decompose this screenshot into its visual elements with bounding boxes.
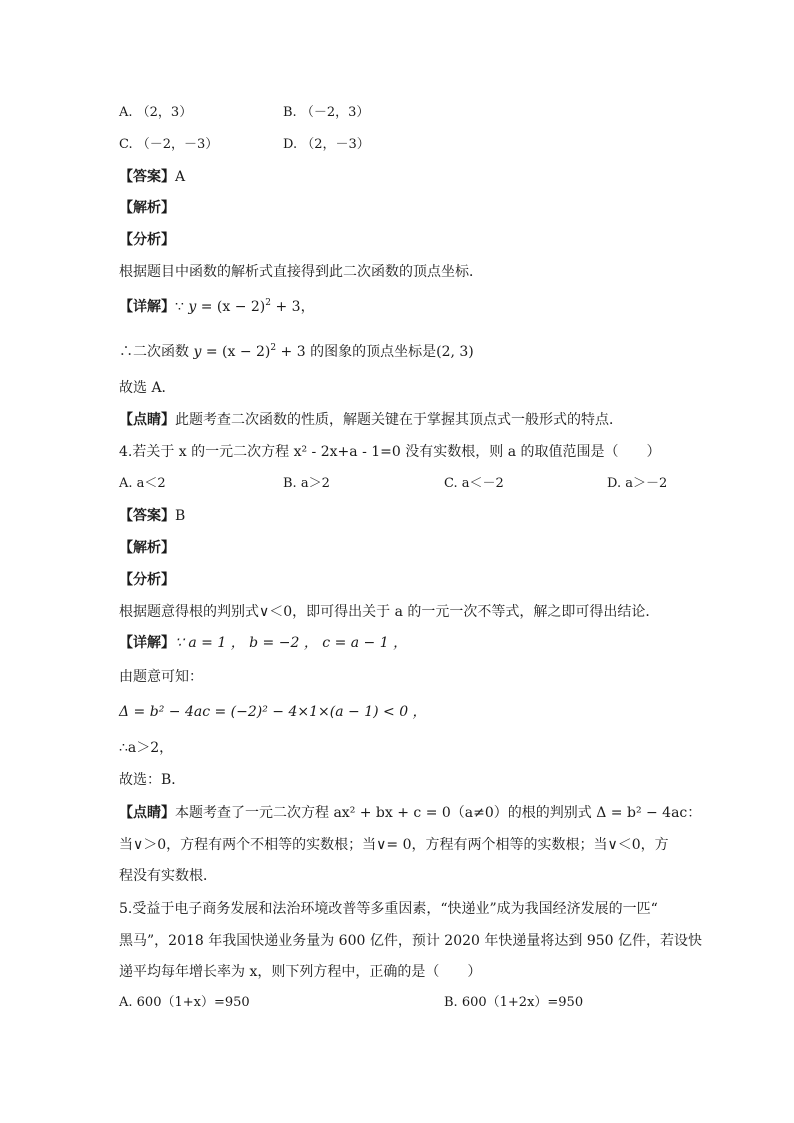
q4-option-b: B. a＞2	[283, 476, 330, 491]
q4-option-a: A. a＜2	[119, 476, 166, 491]
xiangjie-text: ∵ a = 1 ， b = −2 ， c = a − 1 ，	[175, 635, 408, 651]
conclusion-post: 的图象的顶点坐标是(2, 3)	[305, 344, 474, 360]
q4-dianjing-line-1	[119, 803, 701, 823]
q4-xiangjie	[119, 633, 407, 653]
q3-answer	[119, 167, 185, 187]
eq-exponent: 2	[265, 298, 272, 308]
eq-y: y	[188, 299, 197, 315]
dianjing-tag: 【点睛】	[119, 412, 175, 428]
q4-fenxi-heading: 【分析】	[119, 572, 175, 588]
conclusion-pre: ∴二次函数	[119, 344, 194, 360]
q4-tiyi: 由题意可知：	[119, 669, 203, 685]
q4-dianjing-line-2: 当∨＞0，方程有两个不相等的实数根；当∨= 0，方程有两个相等的实数根；当∨＜0，方	[119, 837, 669, 853]
q3-option-d: D. （2，－3）	[283, 137, 370, 152]
answer-tag: 【答案】	[119, 169, 175, 185]
xiangjie-because: ∵	[175, 299, 189, 315]
answer-value: B	[175, 508, 186, 524]
q3-fenxi-text: 根据题目中函数的解析式直接得到此二次函数的顶点坐标．	[119, 264, 483, 280]
q3-choose: 故选 A．	[119, 380, 176, 396]
answer-value: A	[175, 169, 186, 185]
q5-line-3: 递平均每年增长率为 x，则下列方程中，正确的是（ ）	[119, 964, 482, 980]
q4-choose: 故选：B．	[119, 772, 186, 788]
q4-option-c: C. a＜－2	[444, 476, 504, 491]
conclusion-eq-tail: + 3	[276, 344, 306, 360]
q5-line-1: 5.受益于电子商务发展和法治环境改普等多重因素，“快递业”成为我国经济发展的一匹“	[119, 901, 658, 917]
eq-comma: ，	[300, 299, 315, 315]
q5-option-b: B. 600（1+2x）=950	[444, 995, 584, 1010]
eq-tail: + 3	[271, 299, 301, 315]
xiangjie-tag: 【详解】	[119, 299, 175, 315]
dianjing-text: 此题考查二次函数的性质，解题关键在于掌握其顶点式一般形式的特点．	[175, 412, 623, 428]
q3-option-b: B. （－2，3）	[283, 105, 370, 120]
q3-jiexi-heading: 【解析】	[119, 200, 175, 216]
q4-question: 4.若关于 x 的一元二次方程 x² - 2x+a - 1=0 没有实数根，则 a 的取值范围是（ ）	[119, 444, 661, 460]
q3-fenxi-heading: 【分析】	[119, 232, 175, 248]
conclusion-eq-exponent: 2	[270, 343, 277, 353]
q4-fenxi-text: 根据题意得根的判别式∨＜0，即可得出关于 a 的一元一次不等式，解之即可得出结论．	[119, 604, 660, 620]
eq-body: = (x − 2)	[196, 299, 266, 315]
q3-option-a: A. （2，3）	[119, 105, 193, 120]
conclusion-eq-y: y	[193, 344, 202, 360]
q5-option-a: A. 600（1+x）=950	[119, 995, 250, 1010]
q4-dianjing-line-3: 程没有实数根．	[119, 868, 217, 884]
q4-delta-equation: Δ = b² − 4ac = (−2)² − 4×1×(a − 1) < 0 ，	[119, 704, 427, 720]
q4-result: ∴a＞2，	[119, 740, 174, 756]
q3-dianjing	[119, 410, 623, 430]
q5-line-2: 黑马”，2018 年我国快递业务量为 600 亿件，预计 2020 年快递量将达到 950 亿件，若设快	[119, 933, 703, 949]
q4-answer	[119, 506, 185, 526]
q3-option-c: C. （－2，－3）	[119, 137, 219, 152]
answer-tag: 【答案】	[119, 508, 175, 524]
q3-conclusion	[119, 342, 474, 362]
q3-xiangjie	[119, 297, 315, 317]
conclusion-eq-body: = (x − 2)	[201, 344, 271, 360]
dianjing-tag: 【点睛】	[119, 805, 175, 821]
q4-option-d: D. a＞－2	[607, 476, 668, 491]
xiangjie-tag: 【详解】	[119, 635, 175, 651]
q4-jiexi-heading: 【解析】	[119, 540, 175, 556]
dianjing-text: 本题考查了一元二次方程 ax² + bx + c = 0（a≠0）的根的判别式 Δ = b² − 4ac：	[175, 805, 702, 821]
